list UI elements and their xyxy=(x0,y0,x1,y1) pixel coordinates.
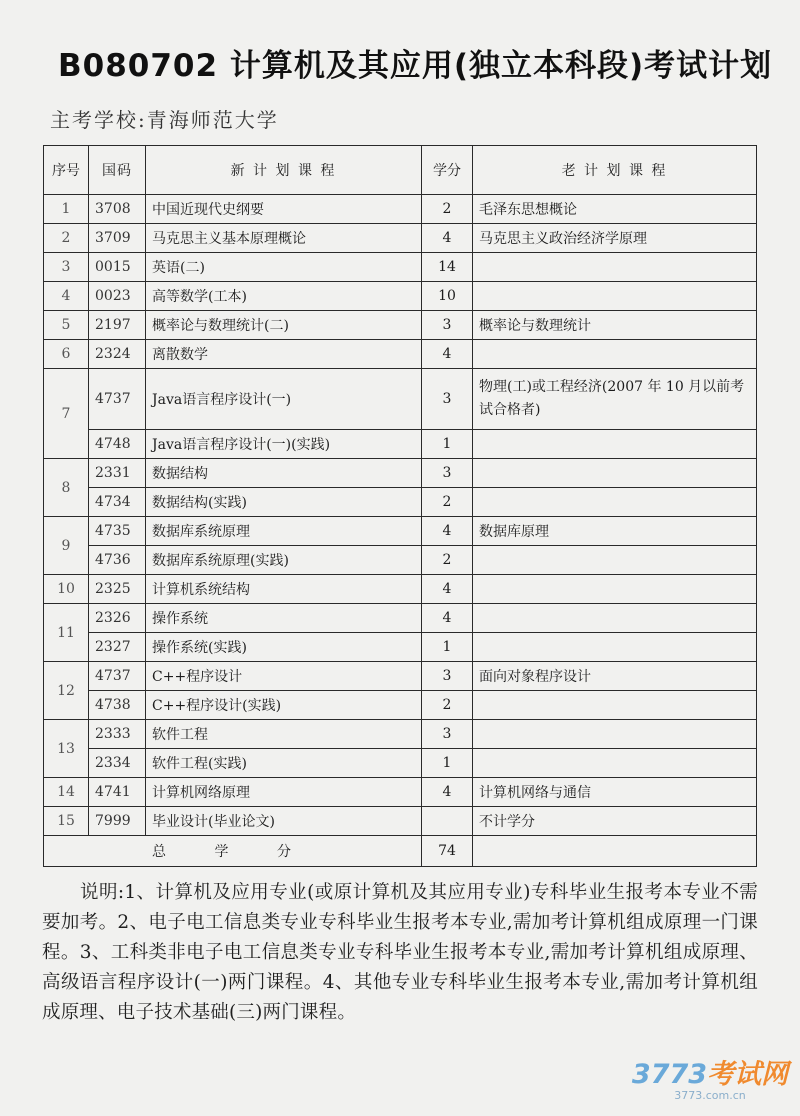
row-new-course: 软件工程 xyxy=(146,720,422,749)
row-credit: 3 xyxy=(422,369,473,430)
row-seq: 12 xyxy=(44,662,89,720)
row-new-course: Java语言程序设计(一)(实践) xyxy=(146,430,422,459)
row-credit: 2 xyxy=(422,488,473,517)
table-header-row xyxy=(44,146,757,195)
row-credit: 10 xyxy=(422,282,473,311)
row-old-course xyxy=(473,691,757,720)
table-row xyxy=(44,282,757,311)
row-old-course: 面向对象程序设计 xyxy=(473,662,757,691)
row-credit: 4 xyxy=(422,517,473,546)
row-code: 4737 xyxy=(89,662,146,691)
header-old-course: 老 计 划 课 程 xyxy=(473,146,757,195)
row-seq: 9 xyxy=(44,517,89,575)
row-code: 2331 xyxy=(89,459,146,488)
total-credit: 74 xyxy=(422,836,473,867)
row-new-course: 毕业设计(毕业论文) xyxy=(146,807,422,836)
row-old-course: 数据库原理 xyxy=(473,517,757,546)
row-new-course: 数据结构 xyxy=(146,459,422,488)
row-code: 2325 xyxy=(89,575,146,604)
row-credit: 3 xyxy=(422,311,473,340)
row-old-course: 计算机网络与通信 xyxy=(473,778,757,807)
row-seq: 6 xyxy=(44,340,89,369)
row-credit: 1 xyxy=(422,430,473,459)
total-row xyxy=(44,836,757,867)
row-credit: 3 xyxy=(422,662,473,691)
row-old-course xyxy=(473,253,757,282)
site-watermark xyxy=(630,1052,790,1102)
watermark-logo-number: 3773 xyxy=(631,1059,708,1090)
row-new-course: 高等数学(工本) xyxy=(146,282,422,311)
row-seq: 3 xyxy=(44,253,89,282)
row-credit: 2 xyxy=(422,691,473,720)
header-seq: 序号 xyxy=(44,146,89,195)
row-code: 4737 xyxy=(89,369,146,430)
watermark-logo xyxy=(630,1052,790,1091)
row-credit: 4 xyxy=(422,575,473,604)
table-row xyxy=(44,546,757,575)
row-code: 2334 xyxy=(89,749,146,778)
row-old-course xyxy=(473,488,757,517)
document-title: B080702 计算机及其应用(独立本科段)考试计划 xyxy=(58,48,773,84)
table-row xyxy=(44,517,757,546)
row-new-course: 马克思主义基本原理概论 xyxy=(146,224,422,253)
row-code: 4738 xyxy=(89,691,146,720)
row-credit: 2 xyxy=(422,195,473,224)
header-new-course: 新 计 划 课 程 xyxy=(146,146,422,195)
row-old-course xyxy=(473,604,757,633)
row-old-course xyxy=(473,575,757,604)
row-old-course: 概率论与数理统计 xyxy=(473,311,757,340)
row-code: 4734 xyxy=(89,488,146,517)
watermark-url: 3773.com.cn xyxy=(674,1089,746,1102)
row-seq: 2 xyxy=(44,224,89,253)
row-credit: 4 xyxy=(422,604,473,633)
row-seq: 5 xyxy=(44,311,89,340)
row-credit xyxy=(422,807,473,836)
row-old-course: 不计学分 xyxy=(473,807,757,836)
row-new-course: 数据库系统原理 xyxy=(146,517,422,546)
row-new-course: 概率论与数理统计(二) xyxy=(146,311,422,340)
row-code: 2197 xyxy=(89,311,146,340)
row-code: 4748 xyxy=(89,430,146,459)
row-new-course: 计算机网络原理 xyxy=(146,778,422,807)
row-credit: 4 xyxy=(422,778,473,807)
table-row xyxy=(44,720,757,749)
row-old-course xyxy=(473,546,757,575)
row-code: 2327 xyxy=(89,633,146,662)
row-seq: 13 xyxy=(44,720,89,778)
row-code: 4741 xyxy=(89,778,146,807)
table-row xyxy=(44,311,757,340)
row-credit: 4 xyxy=(422,340,473,369)
row-code: 2333 xyxy=(89,720,146,749)
row-credit: 1 xyxy=(422,633,473,662)
row-new-course: 操作系统(实践) xyxy=(146,633,422,662)
watermark-logo-text: 考试网 xyxy=(707,1059,789,1090)
row-new-course: 数据结构(实践) xyxy=(146,488,422,517)
total-old-course xyxy=(473,836,757,867)
table-row xyxy=(44,369,757,430)
table-row xyxy=(44,195,757,224)
header-code: 国码 xyxy=(89,146,146,195)
row-old-course xyxy=(473,633,757,662)
total-label: 总 学 分 xyxy=(44,836,422,867)
table-row xyxy=(44,459,757,488)
header-credit: 学分 xyxy=(422,146,473,195)
row-credit: 1 xyxy=(422,749,473,778)
row-credit: 3 xyxy=(422,459,473,488)
row-old-course xyxy=(473,340,757,369)
explanation-note: 说明:1、计算机及应用专业(或原计算机及其应用专业)专科毕业生报考本专业不需要加考。2、电子电工信息类专业专科毕业生报考本专业,需加考计算机组成原理一门课程。3、工科类非电子电工信息类专业专科毕业生报考本专业,需加考计算机组成原理、高级语言程序设计(一)两门课程。4、其他专业专科毕业生报考本专业,需加考计算机组成原理、电子技术基础(三)两门课程。 xyxy=(42,882,758,1023)
row-credit: 14 xyxy=(422,253,473,282)
row-new-course: 操作系统 xyxy=(146,604,422,633)
row-new-course: 计算机系统结构 xyxy=(146,575,422,604)
row-old-course xyxy=(473,282,757,311)
row-new-course: 软件工程(实践) xyxy=(146,749,422,778)
row-seq: 7 xyxy=(44,369,89,459)
table-row xyxy=(44,749,757,778)
row-code: 4735 xyxy=(89,517,146,546)
row-old-course xyxy=(473,430,757,459)
exam-plan-table xyxy=(43,145,757,867)
row-code: 3709 xyxy=(89,224,146,253)
row-new-course: 中国近现代史纲要 xyxy=(146,195,422,224)
row-new-course: 英语(二) xyxy=(146,253,422,282)
row-code: 3708 xyxy=(89,195,146,224)
row-code: 2324 xyxy=(89,340,146,369)
table-row xyxy=(44,633,757,662)
row-seq: 1 xyxy=(44,195,89,224)
table-row xyxy=(44,604,757,633)
row-old-course xyxy=(473,720,757,749)
table-row xyxy=(44,488,757,517)
row-code: 0015 xyxy=(89,253,146,282)
row-seq: 14 xyxy=(44,778,89,807)
table-row xyxy=(44,575,757,604)
row-credit: 4 xyxy=(422,224,473,253)
exam-school: 主考学校:青海师范大学 xyxy=(50,108,279,132)
row-seq: 4 xyxy=(44,282,89,311)
row-old-course xyxy=(473,749,757,778)
row-credit: 3 xyxy=(422,720,473,749)
row-old-course: 马克思主义政治经济学原理 xyxy=(473,224,757,253)
row-new-course: C++程序设计 xyxy=(146,662,422,691)
row-credit: 2 xyxy=(422,546,473,575)
row-new-course: 离散数学 xyxy=(146,340,422,369)
table-row xyxy=(44,430,757,459)
row-old-course: 毛泽东思想概论 xyxy=(473,195,757,224)
row-old-course: 物理(工)或工程经济(2007 年 10 月以前考试合格者) xyxy=(473,369,757,430)
row-code: 4736 xyxy=(89,546,146,575)
row-new-course: Java语言程序设计(一) xyxy=(146,369,422,430)
row-old-course xyxy=(473,459,757,488)
table-row xyxy=(44,778,757,807)
row-code: 2326 xyxy=(89,604,146,633)
table-row xyxy=(44,807,757,836)
row-seq: 15 xyxy=(44,807,89,836)
row-seq: 8 xyxy=(44,459,89,517)
table-row xyxy=(44,224,757,253)
row-code: 0023 xyxy=(89,282,146,311)
row-new-course: 数据库系统原理(实践) xyxy=(146,546,422,575)
row-seq: 10 xyxy=(44,575,89,604)
row-new-course: C++程序设计(实践) xyxy=(146,691,422,720)
table-row xyxy=(44,340,757,369)
table-row xyxy=(44,691,757,720)
table-row xyxy=(44,253,757,282)
table-row xyxy=(44,662,757,691)
row-seq: 11 xyxy=(44,604,89,662)
row-code: 7999 xyxy=(89,807,146,836)
